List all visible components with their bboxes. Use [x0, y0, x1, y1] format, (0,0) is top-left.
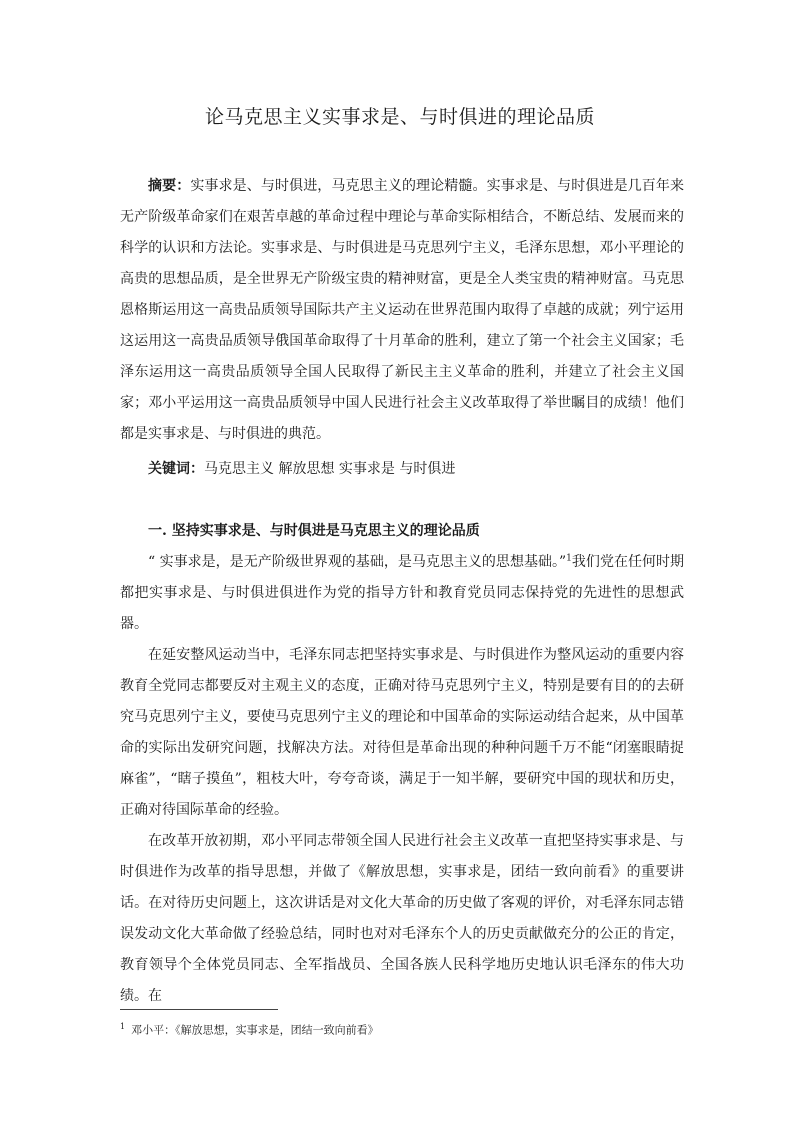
- section-paragraph-3: 在改革开放初期，邓小平同志带领全国人民进行社会主义改革一直把坚持实事求是、与时俱进作为改革的指导思想，并做了《解放思想，实事求是，团结一致向前看》的重要讲话。在对待历史问题上，这次讲话是对文化大革命的历史做了客观的评价，对毛泽东同志错误发动文化大革命做了经验总结，同时也对对毛泽东个人的历史贡献做充分的公正的肯定，教育领导个全体党员同志、全军指战员、全国各族人民科学地历史地认识毛泽东的伟大功绩。在: [120, 833, 684, 1004]
- abstract-label: 摘要：: [148, 178, 191, 194]
- keywords-label: 关键词：: [148, 461, 204, 477]
- keywords-paragraph: [120, 454, 684, 485]
- section-paragraph-1: [120, 547, 684, 640]
- quote-text: “ 实事求是，是无产阶级世界观的基础，是马克思主义的思想基础。”: [148, 554, 567, 570]
- footnote: [120, 1018, 379, 1040]
- document-title: 论马克思主义实事求是、与时俱进的理论品质: [204, 106, 595, 128]
- abstract-paragraph: [120, 171, 684, 450]
- paragraph-text: 我们党在任何时期都把实事求是、与时俱进俱进作为党的指导方针和教育党员同志保持党的先进性的思想武器。: [120, 554, 685, 632]
- footnote-text: 邓小平：《解放思想，实事求是，团结一致向前看》: [131, 1023, 379, 1037]
- section-heading: 一. 坚持实事求是、与时俱进是马克思主义的理论品质: [148, 523, 480, 539]
- footnote-mark: 1: [120, 1022, 126, 1031]
- keywords-text: 马克思主义 解放思想 实事求是 与时俱进: [204, 461, 456, 477]
- footnote-divider: [120, 1009, 278, 1010]
- abstract-text: 实事求是、与时俱进，马克思主义的理论精髓。实事求是、与时俱进是几百年来无产阶级革命家们在艰苦卓越的革命过程中理论与革命实际相结合，不断总结、发展而来的科学的认识和方法论。实事求是、与时俱进是马克思列宁主义，毛泽东思想，邓小平理论的高贵的思想品质，是全世界无产阶级宝贵的精神财富，更是全人类宝贵的精神财富。马克思恩格斯运用这一高贵品质领导国际共产主义运动在世界范围内取得了卓越的成就；列宁运用这运用这一高贵品质领导俄国革命取得了十月革命的胜利，建立了第一个社会主义国家；毛泽东运用这一高贵品质领导全国人民取得了新民主主义革命的胜利，并建立了社会主义国家；邓小平运用这一高贵品质领导中国人民进行社会主义改革取得了举世瞩目的成绩！他们都是实事求是、与时俱进的典范。: [120, 178, 685, 442]
- section-paragraph-2: 在延安整风运动当中，毛泽东同志把坚持实事求是、与时俱进作为整风运动的重要内容教育全党同志都要反对主观主义的态度，正确对待马克思列宁主义，特别是要有目的的去研究马克思列宁主义，要使马克思列宁主义的理论和中国革命的实际运动结合起来，从中国革命的实际出发研究问题，找解决方法。对待但是革命出现的种种问题千万不能“闭塞眼睛捉麻雀”，“瞎子摸鱼”，粗枝大叶，夸夸奇谈，满足于一知半解，要研究中国的现状和历史，正确对待国际革命的经验。: [120, 647, 684, 818]
- footnote-reference[interactable]: 1: [566, 553, 572, 564]
